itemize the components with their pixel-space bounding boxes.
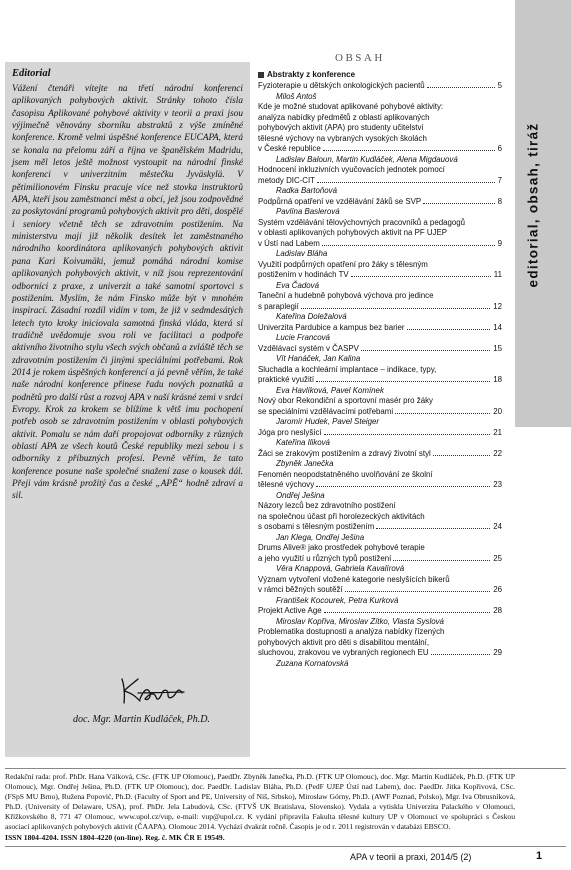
toc-title-last-line — [258, 176, 502, 187]
toc-page-number: 12 — [493, 301, 502, 311]
toc-page-number: 29 — [493, 648, 502, 657]
toc-title-last-line — [258, 239, 502, 250]
toc-dot-leader — [407, 329, 491, 330]
toc-title-text: v rámci běžných soutěží — [258, 585, 343, 594]
toc-title-text: Žáci se zrakovým postižením a zdravý životní styl — [258, 448, 431, 458]
toc-dot-leader — [395, 413, 490, 414]
toc-title-text: postižením v hodinách TV — [258, 270, 349, 279]
toc-dot-leader — [427, 87, 495, 88]
toc-title-last-line — [258, 554, 502, 565]
footer-credits: Redakční rada: prof. PhDr. Hana Válková, CSc. (FTK UP Olomouc), PaedDr. Zbyněk Janečka, Ph.D. (FTK UP Olomouc), doc. Mgr. Martin Kudláček, Ph.D. (FTK UP Olomouc), Mgr. Ondřej Ješina, Ph.D. (FTK UP Olomouc), doc. PaedDr. Ladislav Bláha, Ph.D. (PedF UJEP Ústí nad Labem), doc. PaedDr. Jitka Kopřivová, CSc. (FSpS MU Brno), Ružena Popović, Ph.D. (Faculty of Sport and PE, University of Niš, Srbsko), Mirosław Górny, Ph.D. (AWF Poznań, Polsko), Mgr. Iva Obrusníková, Ph.D. (University of Delaware, USA), prof. PhDr. Jela Labudová, CSc. (FTVŠ UK Bratislava, Slovensko). Vydala a vytiskla Univerzita Palackého v Olomouci, Křížkovského 8, 771 47 Olomouc, www.upol.cz/vup, e-mail: vup@upol.cz. K vydání připravila Fakulta tělesné kultury UP v Olomouci ve spolupráci s Českou asociací aplikovaných pohybových aktivit (ČAAPA). Olomouc 2014. Vychází dvakrát ročně. Časopis je od r. 2011 registrován v databázi EBSCO. — [5, 772, 515, 832]
toc-dot-leader — [351, 276, 491, 277]
toc-dot-leader — [376, 528, 490, 529]
toc-title-text: Univerzita Pardubice a kampus bez barier — [258, 322, 405, 332]
toc-authors: Ladislav Baloun, Martin Kudláček, Alena Migdauová — [276, 154, 458, 164]
toc-title-last-line — [258, 302, 502, 313]
toc-title-line: Nový obor Rekondiční a sportovní masér pro žáky — [258, 396, 433, 405]
toc-page-number: 24 — [493, 522, 502, 531]
toc-page-number: 9 — [497, 238, 502, 248]
toc-authors: Pavlína Baslerová — [276, 207, 340, 216]
signature-image — [118, 675, 188, 712]
toc-dot-leader — [317, 182, 495, 183]
toc-title-last-line — [258, 407, 502, 418]
toc-title-text: a jeho využití u různých typů postižení — [258, 553, 392, 563]
toc-title-line: Fenomén neopodstatněného uvolňování ze školní — [258, 469, 433, 479]
editorial-text: Vážení čtenáři vítejte na třetí národní konferenci aplikovaných pohybových aktivit. Stránky tohoto čísla časopisu Aplikované pohybové aktivity v teorii a praxi jsou výjimečně věnovány sborníku abstraktů z výše zmíněné konference. Kromě velmi úspěšné konference EUCAPA, která se konala na přelomu září a října ve španělském Madridu, jsem měl letos ještě možnost vystoupit na národní finské konferenci v univerzitním městečku Jyväskylä. V pětimilionovém Finsku pracuje více než stovka instruktorů APA, kteří jsou zaměstnanci měst a obcí, jež jsou zodpovědné za poskytování programů pohybových aktivit pro děti, dospělé i seniory včetně těch se zdravotním postižením. Na ministerstvu mají již několik desítek let zaměstnaného národního koordinátora aplikovaných pohybových aktivit pana Kari Koivumäki, jemuž pomáhá národní komise aplikovaných pohybových aktivit, v níž jsou reprezentování odborníci z praxe, z univerzit a také samotní sportovci s postižením. Myslím, že nám Finsko může být v mnohém inspirací. Zásadní rozdíl vidím v tom, že již v sedmdesátých letech tyto kroky iniciovala samotná finská vláda, která si tradičně uvědomuje svou roli ve facilitaci a podpoře aktivního životního stylu všech svých občanů a zvláště těch se zdravotním postižením či jinými speciálními potřebami. Rok 2014 je rokem úspěšných konferencí a já pevně věřím, že také naše národní konference přinese řadu nových poznatků a podnětů pro další růst a rozvoj APA v naší krásné zemi v srdci Evropy. Krok za krokem se blížíme k větš imu pochopení potřeb osob se zdravotním postižením v oblasti pohybových aktivit. Pomalu se nám daří propojovat odborníky z různých oblastí APA ze všech koutů České republiky mezi sebou i s odborníky z příbuzných profesí. Pevně věřím, že tato konference posune naše společné snažení zase o kousek dál. Přeji vám krásně prožitý čas a české „APĚ“ hodně zdraví a sil. — [12, 84, 243, 502]
toc-title-line: pohybových aktivit (APA) pro studenty učitelství — [258, 123, 424, 132]
toc-authors: Radka Bartoňová — [276, 186, 337, 195]
toc-title-last-line — [258, 480, 502, 491]
toc-page-number: 15 — [493, 343, 502, 353]
toc-title-text: se speciálními vzdělávacími potřebami — [258, 406, 394, 416]
toc-title-text: tělesné výchovy — [258, 480, 315, 489]
toc-title-line: Problematika dostupnosti a analýza nabídky řízených — [258, 627, 445, 636]
toc-title-line: tělesné výchovy na vybraných vysokých školách — [258, 133, 427, 143]
toc-dot-leader — [316, 381, 490, 382]
page-number: 1 — [536, 850, 543, 862]
toc-authors: Miloš Antoš — [276, 91, 317, 101]
toc-title-text: v Ústí nad Labem — [258, 238, 320, 248]
toc-page-number: 8 — [497, 196, 502, 206]
toc-title-last-line — [258, 344, 502, 355]
toc-entry[interactable] — [258, 81, 502, 102]
toc-authors: Jan Klega, Ondřej Ješina — [276, 532, 365, 542]
toc-entry[interactable] — [258, 575, 502, 607]
toc-authors: Zuzana Kornatovská — [276, 658, 349, 668]
toc-title-line: Kde je možné studovat aplikované pohybové aktivity: — [258, 102, 444, 111]
toc-title-text: Vzdělávací systém v ČASPV — [258, 343, 359, 353]
toc-entry[interactable] — [258, 627, 502, 669]
toc-page-number: 22 — [493, 448, 502, 458]
toc-dot-leader — [393, 560, 490, 561]
square-bullet-icon — [258, 72, 264, 78]
toc-entry[interactable] — [258, 449, 502, 470]
toc-entry[interactable] — [258, 470, 502, 502]
toc-title-last-line — [258, 648, 502, 659]
toc-entry[interactable] — [258, 260, 502, 292]
toc-page-number: 5 — [497, 81, 502, 90]
toc-authors: Lucie Francová — [276, 333, 330, 342]
toc-entry[interactable] — [258, 218, 502, 260]
toc-dot-leader — [323, 150, 495, 151]
toc-dot-leader — [433, 455, 490, 456]
toc-entry[interactable] — [258, 323, 502, 344]
editorial-label: Editorial — [12, 68, 51, 79]
toc-page-number: 14 — [493, 322, 502, 332]
toc-dot-leader — [361, 350, 490, 351]
toc-title-last-line — [258, 197, 502, 208]
table-of-contents — [258, 81, 502, 669]
toc-title-line: v oblasti aplikovaných pohybových aktivit na PF UJEP — [258, 228, 448, 237]
toc-title-last-line — [258, 144, 502, 155]
toc-authors: Kateřina Iliková — [276, 438, 330, 447]
toc-dot-leader — [322, 245, 495, 246]
toc-page-number: 7 — [497, 175, 502, 185]
toc-authors: Eva Čadová — [276, 280, 319, 290]
toc-entry[interactable] — [258, 344, 502, 365]
toc-dot-leader — [316, 486, 490, 487]
toc-page-number: 20 — [493, 406, 502, 416]
toc-title-line: Sluchadla a kochleární implantace – indikace, typy, — [258, 364, 437, 374]
toc-entry[interactable] — [258, 396, 502, 428]
toc-page-number: 25 — [493, 553, 502, 563]
toc-authors: Vít Hanáček, Jan Kalina — [276, 354, 361, 363]
toc-page-number: 11 — [493, 270, 502, 279]
toc-entry[interactable] — [258, 428, 502, 449]
editorial-board-text — [5, 772, 515, 843]
toc-authors: Kateřina Doležalová — [276, 312, 347, 321]
toc-dot-leader — [423, 203, 494, 204]
toc-page-number: 6 — [497, 144, 502, 153]
toc-authors: Ondřej Ješina — [276, 490, 325, 500]
toc-title-text: s paraplegií — [258, 301, 299, 311]
toc-title-last-line — [258, 449, 502, 460]
toc-title-text: sluchovou, zrakovou ve vybraných regionech EU — [258, 648, 429, 657]
toc-title-last-line — [258, 323, 502, 334]
footer-issn: ISSN 1804-4204. ISSN 1804-4220 (on-line). Reg. č. MK ČR E 19549. — [5, 832, 225, 842]
toc-page-number: 23 — [493, 480, 502, 489]
footer-divider — [5, 768, 566, 769]
toc-title-line: Taneční a hudebně pohybová výchova pro jedince — [258, 291, 434, 300]
toc-title-last-line — [258, 522, 502, 533]
toc-entry[interactable] — [258, 102, 502, 165]
toc-authors: Eva Havlíková, Pavel Komínek — [276, 385, 384, 395]
toc-title-line: Drums Alive® jako prostředek pohybové terapie — [258, 543, 425, 552]
section-heading-label: Abstrakty z konference — [267, 70, 356, 79]
toc-title-line: Význam vytvoření vložené kategorie neslyšících bikerů — [258, 574, 450, 584]
toc-entry[interactable] — [258, 165, 502, 197]
toc-entry[interactable] — [258, 501, 502, 543]
toc-entry[interactable] — [258, 291, 502, 323]
toc-title-text: Podpůrná opatření ve vzdělávání žáků se SVP — [258, 196, 422, 206]
toc-title-text: Jóga pro neslyšící — [258, 427, 322, 437]
toc-page-number: 26 — [493, 585, 502, 594]
toc-authors: Věra Knappová, Gabriela Kavalírová — [276, 564, 405, 573]
toc-authors: Ladislav Bláha — [276, 249, 328, 258]
toc-title-text: metody DIC-CIT — [258, 175, 315, 185]
toc-page-number: 18 — [493, 375, 502, 384]
toc-authors: Miroslav Kopřiva, Miroslav Zítko, Vlasta Syslová — [276, 616, 444, 626]
toc-title-line: Systém vzdělávání tělovýchovných pracovníků a pedagogů — [258, 217, 466, 227]
toc-title-text: v České republice — [258, 144, 321, 153]
toc-title-text: Projekt Active Age — [258, 606, 322, 615]
toc-title-text: Fyzioterapie u dětských onkologických pacientů — [258, 81, 425, 90]
toc-dot-leader — [301, 308, 490, 309]
toc-title-last-line — [258, 375, 502, 386]
toc-entry[interactable] — [258, 606, 502, 627]
toc-title-line: analýza nabídky předmětů z oblasti aplikovaných — [258, 112, 430, 122]
toc-title-line: Využití podpůrných opatření pro žáky s tělesným — [258, 259, 428, 269]
toc-dot-leader — [431, 654, 491, 655]
toc-authors: Zbyněk Janečka — [276, 459, 334, 468]
toc-title-last-line — [258, 81, 502, 92]
toc-title-last-line — [258, 606, 502, 617]
toc-dot-leader — [324, 612, 491, 613]
toc-page-number: 28 — [493, 606, 502, 615]
toc-title-line: na společnou účast při horolezeckých aktivitách — [258, 511, 425, 521]
toc-authors: Jaromír Hudek, Pavel Steiger — [276, 417, 380, 426]
side-tab-label: editorial, obsah, tiráž — [525, 122, 541, 288]
side-tab — [515, 0, 571, 427]
toc-title-last-line — [258, 585, 502, 596]
toc-authors: František Kocourek, Petra Kurková — [276, 595, 399, 605]
section-heading — [258, 70, 355, 79]
toc-dot-leader — [324, 434, 491, 435]
toc-title-line: Názory lezců bez zdravotního postižení — [258, 501, 396, 510]
toc-title-text: s osobami s tělesným postižením — [258, 522, 375, 531]
toc-title-text: praktické využití — [258, 375, 315, 384]
journal-footer: APA v teorii a praxi, 2014/5 (2) — [350, 852, 472, 862]
toc-title-last-line — [258, 270, 502, 281]
footer-divider-bottom — [5, 846, 566, 847]
toc-title-line: pohybových aktivit pro děti s disabilitou mentální, — [258, 637, 430, 647]
toc-title-last-line — [258, 428, 502, 439]
toc-entry[interactable] — [258, 543, 502, 575]
toc-dot-leader — [345, 591, 491, 592]
toc-entry[interactable] — [258, 197, 502, 218]
editorial-signer: doc. Mgr. Martin Kudláček, Ph.D. — [73, 714, 210, 725]
toc-entry[interactable] — [258, 365, 502, 397]
toc-page-number: 21 — [493, 427, 502, 437]
toc-title-line: Hodnocení inkluzivních vyučovacích jednotek pomocí — [258, 165, 445, 174]
obsah-heading: OBSAH — [335, 52, 385, 64]
